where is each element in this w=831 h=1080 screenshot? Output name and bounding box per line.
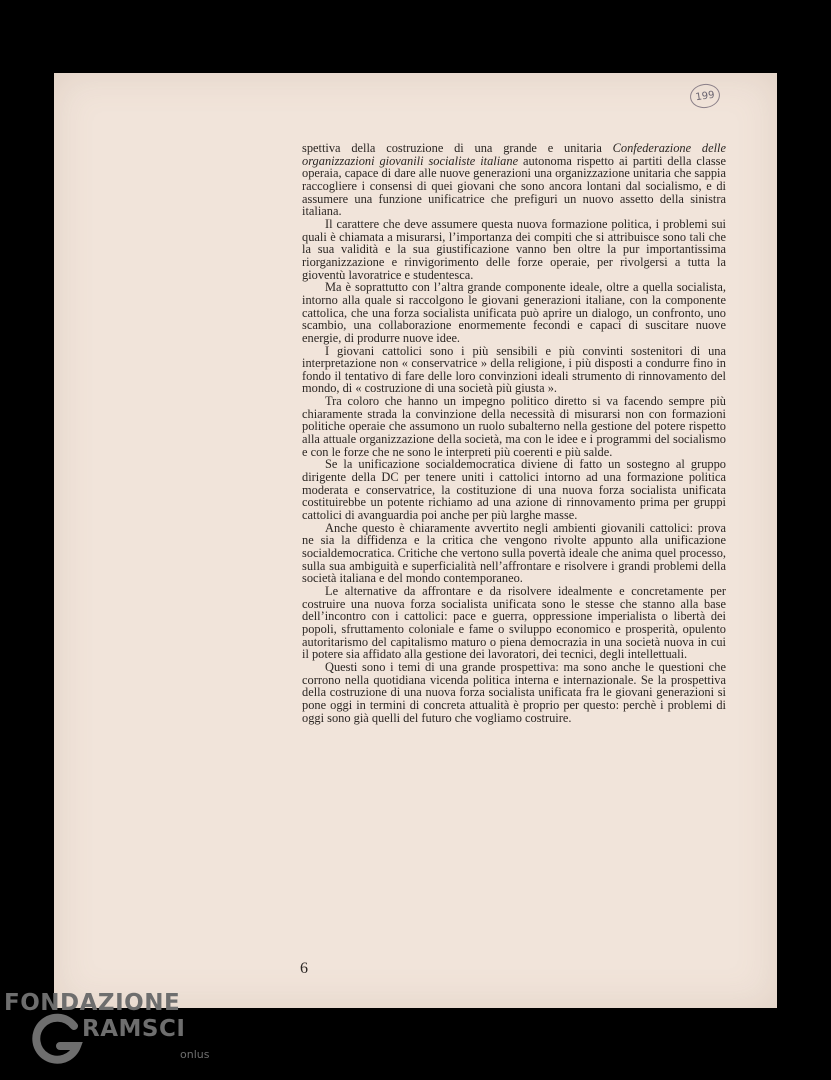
text-run: I giovani cattolici sono i più sensibili e più convinti sostenitori di una interpretazione non « conservatrice » della religione, i più disposti a condurre fino in fondo il tentativo di fare delle loro convinzioni ideali strumento di rinnovamento del mondo, di « costruzione di una società più giusta ». — [302, 343, 726, 396]
paragraph — [302, 218, 726, 281]
paragraph — [302, 281, 726, 344]
gramsci-g-logo-icon — [30, 1012, 86, 1068]
folio-number: 199 — [694, 89, 716, 103]
paragraph — [302, 458, 726, 521]
text-run: spettiva della costruzione di una grande e unitaria — [302, 141, 613, 155]
paragraph — [302, 522, 726, 585]
text-run: Se la unificazione socialdemocratica diviene di fatto un sostegno al gruppo dirigente della DC per tenere uniti i cattolici intorno ad una formazione politica moderata e conservatrice, la costituzione di una nuova forza socialista unificata costituirebbe un potente richiamo ad una azione di rinnovamento prima per gruppi cattolici di avanguardia poi anche per più larghe masse. — [302, 457, 726, 523]
article-body — [302, 142, 726, 724]
paragraph — [302, 585, 726, 661]
paragraph — [302, 142, 726, 218]
page-number: 6 — [300, 960, 308, 977]
text-run: Tra coloro che hanno un impegno politico diretto si va facendo sempre più chiaramente strada la convinzione della necessità di misurarsi non con formazioni politiche operaie che assumono un ruolo subalterno nella gestione del potere rispetto alla attuale organizzazione della società, ma con le idee e i programmi del socialismo e con le forze che ne sono le interpreti più coerenti e più salde. — [302, 394, 726, 459]
paragraph — [302, 395, 726, 458]
text-run: Ma è soprattutto con l’altra grande componente ideale, oltre a quella socialista, intorno alla quale si raccolgono le giovani generazioni italiane, con la componente cattolica, che una forza socialista unificata può aprire un dialogo, un confronto, uno scambio, una collaborazione enormemente fecondi e capaci di suscitare nuove energie, di produrre nuove idee. — [302, 280, 726, 345]
text-run: Questi sono i temi di una grande prospettiva: ma sono anche le questioni che corrono nella quotidiana vicenda politica interna e internazionale. Se la prospettiva della costruzione di una nuova forza socialista unificata fra le giovani generazioni si pone oggi in termini di concreta attualità è proprio per questo: perchè i problemi di oggi sono già quelli del futuro che vogliamo costruire. — [302, 659, 726, 725]
watermark-line-1: FONDAZIONE — [4, 990, 181, 1016]
paragraph — [302, 661, 726, 724]
fondazione-gramsci-watermark — [4, 990, 224, 1075]
text-run: Il carattere che deve assumere questa nuova formazione politica, i problemi sui quali è chiamata a misurarsi, l’importanza dei compiti che si attribuisce sono tali che la sua validità e la sua giustificazione vanno ben oltre la pur importantissima riorganizzazione e rinvigorimento delle forze operaie, per rivolgersi a tutta la gioventù lavoratrice e studentesca. — [302, 216, 726, 282]
text-run: Le alternative da affrontare e da risolvere idealmente e concretamente per costruire una nuova forza socialista unificata sono le stesse che stanno alla base dell’incontro con i cattolici: pace e guerra, oppressione imperialista o libertà dei popoli, sfruttamento coloniale e fame o sviluppo economico e prosperità, opulento autoritarismo del capitalismo maturo o piena democrazia in una società nuova in cui il potere sia affidato alla gestione dei lavoratori, dei tecnici, degli intellettuali. — [302, 583, 726, 662]
watermark-line-3: onlus — [180, 1048, 210, 1061]
paragraph — [302, 345, 726, 396]
italic-phrase: Confederazione delle organizzazioni giovanili socialiste italiane — [302, 141, 726, 168]
text-run: autonoma rispetto ai partiti della classe operaia, capace di dare alle nuove generazioni una organizzazione unitaria che sappia raccogliere i consensi di quei giovani che sono ancora lontani dal socialismo, e di assumere una funzione unificatrice che prefiguri un nuovo assetto della sinistra italiana. — [302, 153, 726, 219]
watermark-line-2: RAMSCI — [82, 1016, 186, 1042]
text-run: Anche questo è chiaramente avvertito negli ambienti giovanili cattolici: prova ne sia la diffidenza e la critica che vengono rivolte appunto alla unificazione socialdemocratica. Critiche che vertono sulla povertà ideale che anima quel processo, sulla sua ambiguità e superficialità nell’affrontare e risolvere i grandi problemi della società italiana e del mondo contemporaneo. — [302, 520, 726, 586]
